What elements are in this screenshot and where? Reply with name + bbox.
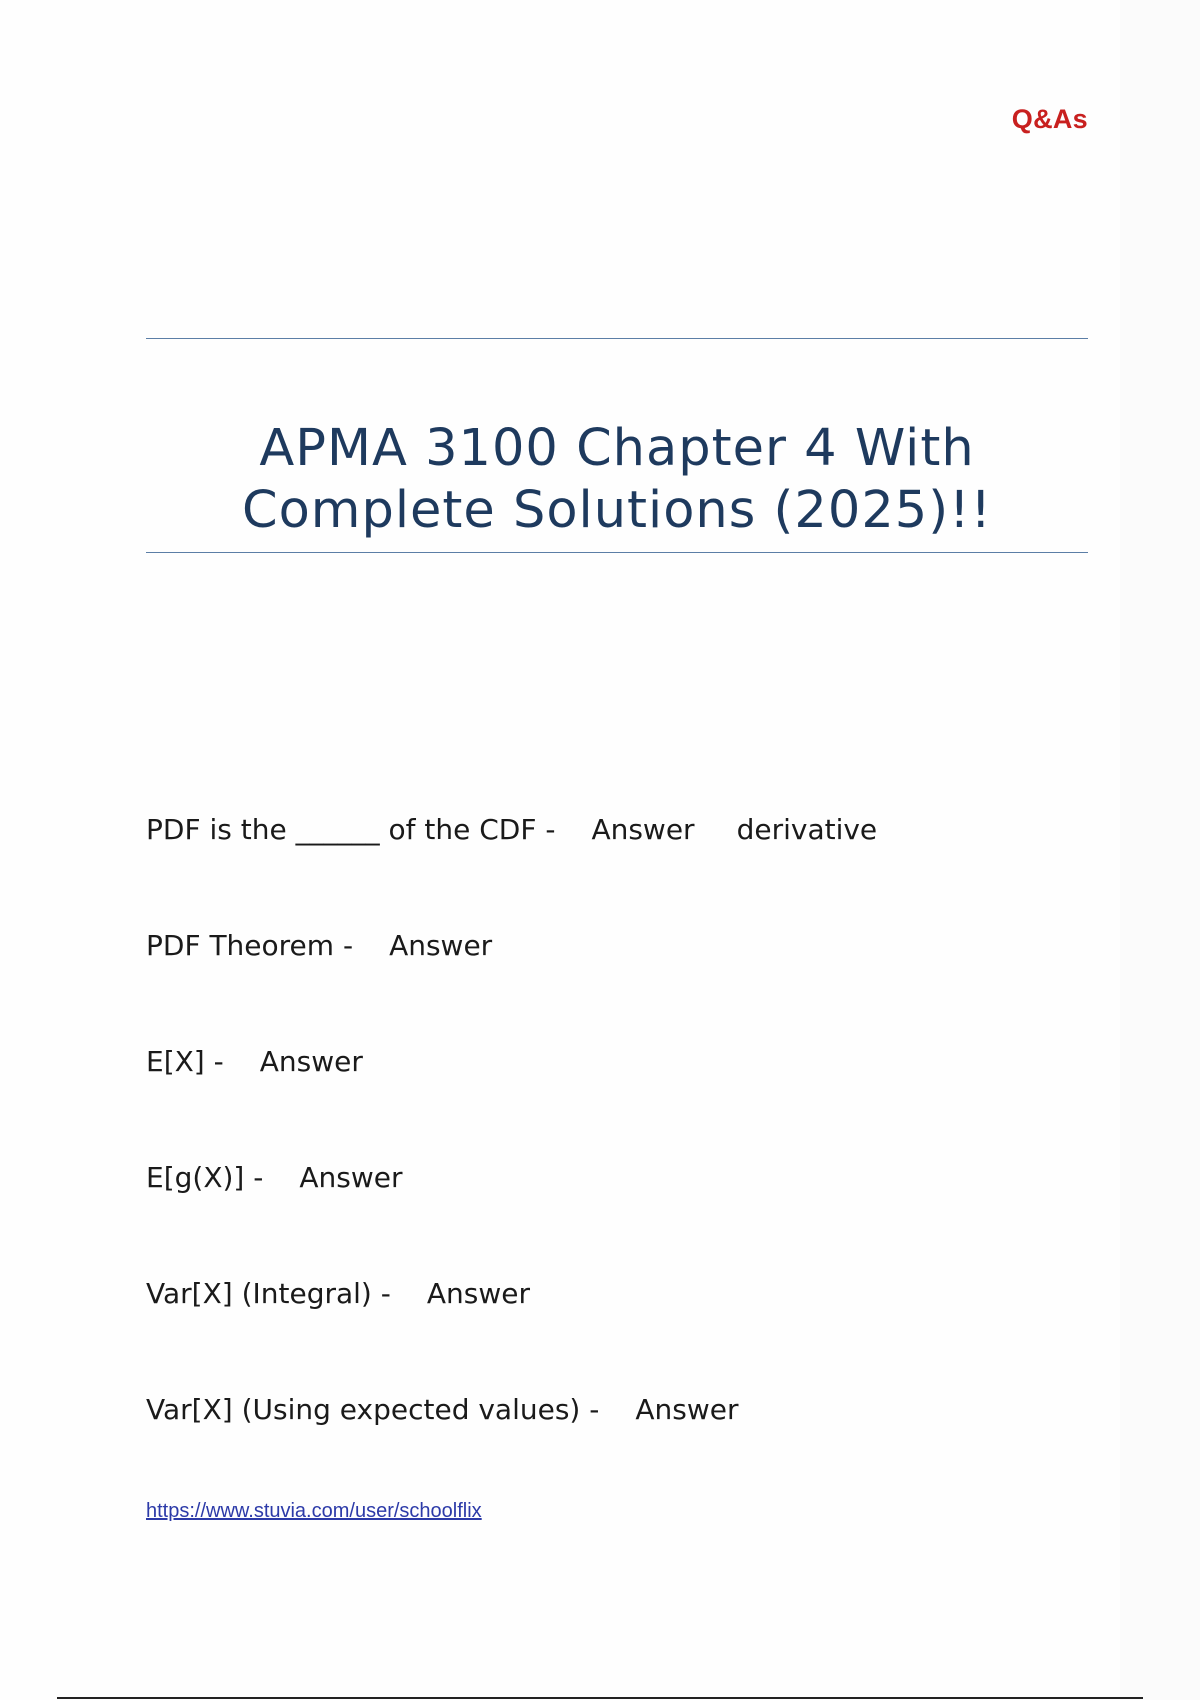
- page-edge-shade: [1120, 0, 1200, 1700]
- qa-item: [146, 1272, 1086, 1388]
- qa-answer-label: Answer: [389, 929, 493, 962]
- title-bottom-rule: [146, 552, 1088, 553]
- qa-answer-label: Answer: [635, 1393, 739, 1426]
- source-link[interactable]: https://www.stuvia.com/user/schoolflix: [146, 1500, 482, 1522]
- title-line-2: Complete Solutions (2025)!!: [241, 481, 992, 540]
- qa-answer-label: Answer: [426, 1277, 531, 1310]
- qa-question: PDF is the ______ of the CDF -: [146, 813, 556, 846]
- title-line-1: APMA 3100 Chapter 4 With: [259, 419, 975, 478]
- qa-item: [146, 1156, 1086, 1272]
- qa-item: [146, 808, 1086, 924]
- title-top-rule: [146, 338, 1088, 339]
- qa-question: E[g(X)] -: [146, 1161, 264, 1194]
- qa-item: [146, 1388, 1086, 1504]
- footer-rule: [57, 1697, 1143, 1699]
- qa-question: Var[X] (Using expected values) -: [146, 1393, 600, 1426]
- qa-answer-label: Answer: [259, 1045, 363, 1078]
- qa-answer-value: derivative: [736, 813, 878, 846]
- qa-tag: Q&As: [1011, 104, 1088, 134]
- qa-item: [146, 924, 1086, 1040]
- qa-list: [146, 808, 1086, 1504]
- qa-item: [146, 1040, 1086, 1156]
- qa-answer-label: Answer: [591, 813, 695, 846]
- qa-question: Var[X] (Integral) -: [146, 1277, 391, 1310]
- qa-question: PDF Theorem -: [146, 929, 354, 962]
- document-title: [146, 418, 1088, 542]
- qa-question: E[X] -: [146, 1045, 224, 1078]
- qa-answer-label: Answer: [299, 1161, 403, 1194]
